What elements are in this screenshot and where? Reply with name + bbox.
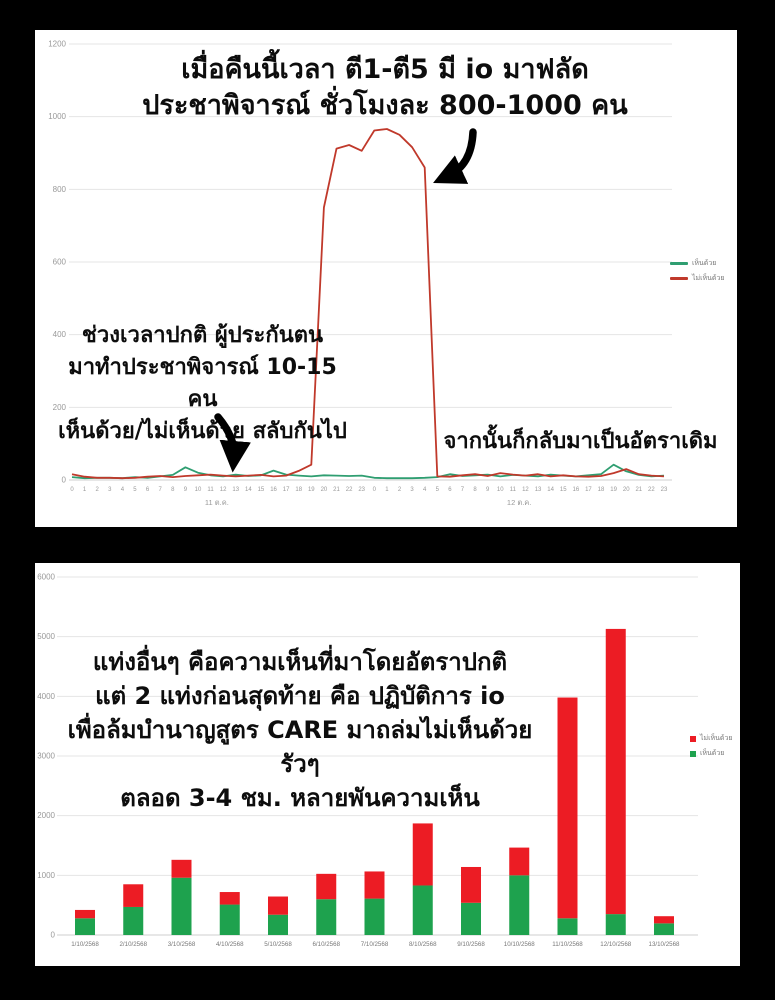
svg-text:10: 10 <box>194 487 202 493</box>
svg-text:22: 22 <box>648 487 655 493</box>
svg-text:11/10/2568: 11/10/2568 <box>552 941 583 948</box>
svg-text:4/10/2568: 4/10/2568 <box>215 941 244 948</box>
io-annotation-line-1: แท่งอื่นๆ คือความเห็นที่มาโดยอัตราปกติ <box>92 648 508 676</box>
svg-text:6: 6 <box>145 487 150 493</box>
svg-text:1: 1 <box>385 487 389 493</box>
io-annotation-line-2: แต่ 2 แท่งก่อนสุดท้าย คือ ปฏิบัติการ io <box>95 682 505 710</box>
svg-text:14: 14 <box>244 487 252 493</box>
top-title-line-2: ประชาพิจารณ์ ชั่วโมงละ 800-1000 คน <box>142 90 628 121</box>
svg-text:9/10/2568: 9/10/2568 <box>457 941 485 948</box>
svg-text:22: 22 <box>345 487 353 493</box>
svg-text:21: 21 <box>635 487 643 493</box>
agree-line-swatch <box>670 262 688 265</box>
svg-text:11 ต.ค.: 11 ต.ค. <box>204 498 229 507</box>
svg-text:4: 4 <box>120 487 125 493</box>
svg-text:0: 0 <box>372 487 376 493</box>
svg-text:3000: 3000 <box>37 751 55 761</box>
svg-text:6/10/2568: 6/10/2568 <box>312 941 341 948</box>
legend-item-disagree <box>670 273 725 284</box>
svg-text:12 ต.ค.: 12 ต.ค. <box>506 498 532 507</box>
svg-text:7/10/2568: 7/10/2568 <box>360 941 389 948</box>
svg-text:3: 3 <box>410 487 414 493</box>
svg-text:9: 9 <box>485 487 490 493</box>
agree-legend-label: เห็นด้วย <box>692 259 717 267</box>
top-chart-panel <box>35 30 737 527</box>
svg-text:18: 18 <box>597 487 605 493</box>
legend-item-disagree-bar <box>690 733 733 744</box>
svg-text:1000: 1000 <box>48 112 66 122</box>
legend-item-agree <box>670 258 725 269</box>
svg-text:3: 3 <box>108 487 112 493</box>
svg-text:23: 23 <box>660 487 668 493</box>
svg-text:2000: 2000 <box>37 811 55 821</box>
svg-text:13: 13 <box>534 487 542 493</box>
svg-text:0: 0 <box>50 930 55 940</box>
legend-item-agree-bar <box>690 748 733 759</box>
svg-text:2: 2 <box>95 487 99 493</box>
svg-text:6: 6 <box>448 487 452 493</box>
disagree-bar-swatch <box>690 736 696 742</box>
top-chart-legend <box>670 258 725 284</box>
normal-rate-annotation <box>50 320 355 448</box>
svg-text:5: 5 <box>133 487 137 493</box>
top-title-annotation <box>85 52 685 124</box>
svg-text:7: 7 <box>158 487 162 493</box>
io-annotation-line-3: เพื่อล้มบำนาญสูตร CARE มาถล่มไม่เห็นด้วยรัวๆ <box>67 716 533 778</box>
back-to-normal-annotation: จากนั้นก็กลับมาเป็นอัตราเดิม <box>443 429 718 454</box>
svg-text:5/10/2568: 5/10/2568 <box>264 941 292 948</box>
svg-text:15: 15 <box>257 487 265 493</box>
io-annotation-line-4: ตลอด 3-4 ชม. หลายพันความเห็น <box>120 784 480 812</box>
svg-text:4: 4 <box>423 487 427 493</box>
svg-text:2/10/2568: 2/10/2568 <box>119 941 148 948</box>
svg-text:13: 13 <box>232 487 240 493</box>
svg-text:14: 14 <box>547 487 554 493</box>
svg-text:10/10/2568: 10/10/2568 <box>503 941 535 948</box>
svg-text:200: 200 <box>52 402 66 412</box>
normal-rate-line-3: เห็นด้วย/ไม่เห็นด้วย สลับกันไป <box>58 419 347 444</box>
svg-text:17: 17 <box>585 487 592 493</box>
svg-text:1: 1 <box>82 487 87 493</box>
bottom-chart-legend <box>690 733 733 759</box>
svg-text:7: 7 <box>460 487 465 493</box>
svg-text:11: 11 <box>509 487 516 493</box>
svg-text:13/10/2568: 13/10/2568 <box>648 941 680 948</box>
svg-text:8/10/2568: 8/10/2568 <box>408 941 437 948</box>
svg-text:0: 0 <box>61 475 66 485</box>
svg-text:12: 12 <box>219 487 227 493</box>
svg-text:16: 16 <box>270 487 277 493</box>
svg-text:20: 20 <box>622 487 630 493</box>
svg-text:10: 10 <box>496 487 504 493</box>
disagree-line-swatch <box>670 277 688 280</box>
svg-text:21: 21 <box>333 487 340 493</box>
svg-text:2: 2 <box>397 487 402 493</box>
svg-text:12/10/2568: 12/10/2568 <box>600 941 632 948</box>
svg-text:0: 0 <box>70 487 74 493</box>
svg-text:400: 400 <box>52 330 66 340</box>
normal-rate-line-2: มาทำประชาพิจารณ์ 10-15 คน <box>68 355 337 412</box>
disagree-legend-label: ไม่เห็นด้วย <box>692 274 725 282</box>
svg-text:19: 19 <box>307 487 315 493</box>
svg-text:1/10/2568: 1/10/2568 <box>71 941 99 948</box>
svg-text:4000: 4000 <box>37 691 55 701</box>
svg-text:800: 800 <box>52 184 66 194</box>
svg-text:9: 9 <box>183 487 188 493</box>
agree-bar-swatch <box>690 751 696 757</box>
svg-text:23: 23 <box>358 487 366 493</box>
svg-text:1000: 1000 <box>37 870 55 880</box>
svg-text:11: 11 <box>207 487 214 493</box>
svg-text:12: 12 <box>522 487 529 493</box>
svg-text:19: 19 <box>610 487 617 493</box>
svg-text:6000: 6000 <box>37 572 55 582</box>
svg-text:18: 18 <box>295 487 303 493</box>
svg-text:17: 17 <box>282 487 290 493</box>
svg-text:1200: 1200 <box>48 39 66 49</box>
svg-text:5: 5 <box>435 487 439 493</box>
top-title-line-1: เมื่อคืนนี้เวลา ตี1-ตี5 มี io มาฟลัด <box>181 54 589 85</box>
svg-text:3/10/2568: 3/10/2568 <box>167 941 196 948</box>
svg-text:20: 20 <box>320 487 328 493</box>
io-operation-annotation <box>65 645 535 815</box>
agree-bar-legend-label: เห็นด้วย <box>700 749 725 757</box>
bottom-chart-panel <box>35 563 740 966</box>
svg-text:15: 15 <box>559 487 567 493</box>
svg-text:5000: 5000 <box>37 632 55 642</box>
svg-text:8: 8 <box>473 487 477 493</box>
svg-text:8: 8 <box>171 487 175 493</box>
svg-text:16: 16 <box>572 487 580 493</box>
disagree-bar-legend-label: ไม่เห็นด้วย <box>700 734 733 742</box>
svg-text:600: 600 <box>52 257 66 267</box>
normal-rate-line-1: ช่วงเวลาปกติ ผู้ประกันตน <box>81 323 324 348</box>
